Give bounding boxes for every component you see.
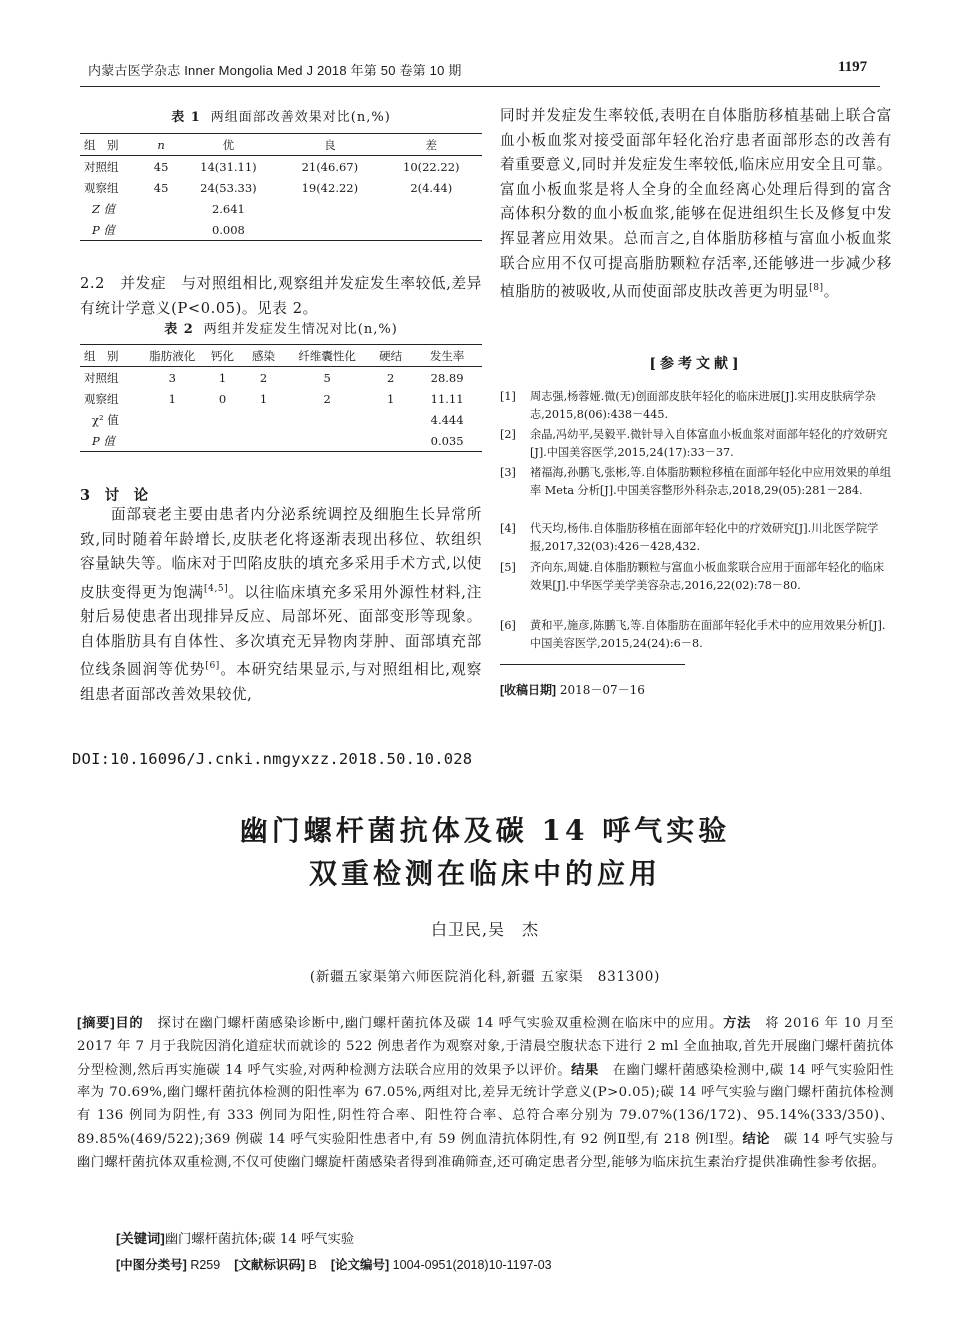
- table1-header-cell: 优: [178, 134, 279, 156]
- table-cell: 2: [259, 370, 268, 385]
- reference-item: [500, 520, 892, 555]
- table-cell: [144, 198, 177, 219]
- table1-header-cell: 良: [279, 134, 380, 156]
- table2-header-cell: 感染: [242, 345, 285, 367]
- discussion-text: 面部衰老主要由患者内分泌系统调控及细胞生长异常所致,同时随着年龄增长,皮肤老化将逐渐表现出移位、软组织容量缺失等。临床对于凹陷皮肤的填充多采用手术方式,以使皮肤变得更为饱满: [80, 506, 482, 601]
- discussion-paragraph-left: [80, 503, 482, 707]
- objective-text: 探讨在幽门螺杆菌感染诊断中,幽门螺杆菌抗体及碳 14 呼气实验双重检测在临床中的应用。: [143, 1016, 724, 1031]
- table-cell: 2(4.44): [410, 180, 453, 195]
- reference-number: [4]: [500, 522, 516, 535]
- table2-header-cell: 发生率: [412, 345, 482, 367]
- table-cell: [203, 409, 242, 430]
- affiliation: (新疆五家渠第六师医院消化科,新疆 五家渠 831300): [309, 969, 661, 985]
- reference-text: 黄和平,施彦,陈鹏飞,等.自体脂肪在面部年轻化手术中的应用效果分析[J].中国美容医学,2015,24(24):6－8.: [530, 619, 886, 650]
- table-cell: [369, 409, 412, 430]
- references-heading: [参考文献]: [649, 356, 743, 372]
- table-row: [80, 156, 482, 178]
- reference-item: [500, 426, 892, 461]
- reference-number: [6]: [500, 619, 516, 632]
- reference-text: 褚福海,孙鹏飞,张彬,等.自体脂肪颗粒移植在面部年轻化中应用效果的单组率 Meta 分析[J].中国美容整形外科杂志,2018,29(05):281－284.: [530, 466, 892, 497]
- table1-title: 两组面部改善效果对比(n,%): [210, 110, 391, 125]
- table2-label: 表 2: [164, 322, 194, 337]
- classification-line: [116, 1255, 552, 1273]
- article-title-line2: 双重检测在临床中的应用: [308, 857, 661, 890]
- article-title-line1: 幽门螺杆菌抗体及碳 14 呼气实验: [239, 814, 731, 847]
- discussion-text: 。本研究结果显示,与对照组相比,观察组患者面部改善效果较优,: [80, 661, 482, 703]
- table2-header-cell: 硬结: [369, 345, 412, 367]
- table-cell: 1: [387, 391, 395, 406]
- table-cell: 对照组: [84, 370, 119, 385]
- table-cell: [203, 430, 242, 452]
- table-row: [80, 430, 482, 452]
- table-cell: P 值: [80, 430, 142, 452]
- table2-header-cell: 钙化: [203, 345, 242, 367]
- table2-title: 两组并发症发生情况对比(n,%): [203, 322, 398, 337]
- table-cell: 观察组: [84, 180, 119, 195]
- table-cell: 3: [168, 370, 176, 385]
- reference-number: [3]: [500, 466, 516, 479]
- article-no-value: 1004-0951(2018)10-1197-03: [392, 1258, 552, 1272]
- table2-header-cell: 纤维囊性化: [285, 345, 369, 367]
- discussion-text: 。以往临床填充多采用外源性材料,注射后易使患者出现排异反应、局部坏死、面部变形等现象。自体脂肪具有自体性、多次填充无异物肉芽肿、面部填充部位线条圆润等优势: [80, 583, 482, 679]
- table-cell: 对照组: [84, 159, 119, 174]
- table-cell: 11.11: [430, 391, 464, 406]
- table-cell: 0: [218, 391, 227, 406]
- table-row: [80, 198, 482, 219]
- table-row: [80, 409, 482, 430]
- clc-value: R259: [190, 1258, 221, 1272]
- discussion-text: 同时并发症发生率较低,表明在自体脂肪移植基础上联合富血小板血浆对接受面部年轻化治疗患者面部形态的改善有着重要意义,同时并发症发生率较低,临床应用安全且可靠。富血小板血浆是将人全身的全血经离心处理后得到的富含高体积分数的血小板血浆,能够在促进组织生长及修复中发挥显著应用效果。总而言之,自体脂肪移植与富血小板血浆联合应用不仅可提高脂肪颗粒存活率,还能够进一步减少移植脂肪的被吸收,从而使面部皮肤改善更为明显: [500, 107, 892, 301]
- reference-number: [5]: [500, 561, 516, 574]
- reference-text: 齐向东,周婕.自体脂肪颗粒与富血小板血浆联合应用于面部年轻化的临床效果[J].中华医学美学美容杂志,2016,22(02):78－80.: [530, 561, 884, 592]
- table-cell: Z 值: [92, 201, 116, 216]
- conclusion-label: 结论: [742, 1130, 771, 1146]
- reference-item: [500, 464, 892, 499]
- header-rule: [80, 86, 880, 87]
- table-cell: 21(46.67): [301, 159, 359, 174]
- results-text: 在幽门螺杆菌感染检测中,碳 14 呼气实验阳性率为 70.69%,幽门螺杆菌抗体检测的阳性率为 67.05%,两组对比,差异无统计学意义(P>0.05);碳 14 呼气实验与幽门螺杆菌抗体检测有 136 例同为阴性,有 333 例同为阳性,阴性符合率、阳性符合率、总符合率分别为 79.07%(136/172)、95.14%(333/350)、89.85%(469/522);369 例碳 14 呼气实验阳性患者中,有 59 例血清抗体阴性,有 92 例Ⅱ型,有 218 例Ⅰ型。: [77, 1062, 894, 1147]
- table-row: [80, 367, 482, 389]
- reference-item: [500, 388, 892, 423]
- received-date: [500, 681, 645, 698]
- running-header: 内蒙古医学杂志 Inner Mongolia Med J 2018 年第 50 卷第 10 期: [88, 63, 462, 78]
- table1-header-cell: 差: [381, 134, 482, 156]
- citation: [6]: [205, 661, 220, 672]
- table-cell: 0.008: [178, 219, 279, 241]
- table-cell: 0.035: [412, 430, 482, 452]
- table-cell: 2.641: [211, 201, 245, 216]
- keywords-text: 幽门螺杆菌抗体;碳 14 呼气实验: [164, 1232, 355, 1247]
- table-row: [80, 219, 482, 241]
- article-no-label: [论文编号]: [330, 1258, 390, 1272]
- citation: [8]: [809, 283, 824, 294]
- table-cell: 2: [387, 370, 395, 385]
- table1-header-cell: 组 别: [80, 134, 144, 156]
- keywords-label: [关键词]: [116, 1231, 165, 1246]
- table2-header-row: [80, 345, 482, 367]
- keywords: [116, 1228, 354, 1247]
- table-cell: [279, 198, 380, 219]
- reference-item: [500, 617, 892, 652]
- reference-number: [1]: [500, 390, 516, 403]
- doi: DOI:10.16096/J.cnki.nmgyxzz.2018.50.10.028: [72, 750, 473, 768]
- table-cell: [381, 219, 482, 241]
- table-cell: [242, 430, 285, 452]
- page-number: 1197: [838, 59, 868, 75]
- abstract: [77, 1012, 894, 1175]
- table-row: [80, 388, 482, 409]
- reference-text: 余晶,冯幼平,吴毅平.微针导入自体富血小板血浆对面部年轻化的疗效研究[J].中国美容医学,2015,24(17):33－37.: [530, 428, 888, 459]
- table-cell: 1: [259, 391, 268, 406]
- table-row: [80, 177, 482, 198]
- table2-caption: [80, 318, 482, 337]
- table-cell: 45: [153, 180, 169, 195]
- citation: [4,5]: [204, 583, 229, 594]
- table-cell: 28.89: [430, 370, 464, 385]
- table-cell: χ² 值: [92, 412, 119, 427]
- table-cell: 14(31.11): [200, 159, 257, 174]
- section-2-2-paragraph: 2.2 并发症 与对照组相比,观察组并发症发生率较低,差异有统计学意义(P<0.05)。见表 2。: [80, 275, 482, 317]
- table2: [80, 344, 482, 452]
- table-cell: 24(53.33): [200, 180, 257, 195]
- clc-label: [中图分类号]: [116, 1258, 187, 1272]
- table-cell: [142, 430, 204, 452]
- table-cell: P 值: [80, 219, 144, 241]
- objective-label: 目的: [115, 1015, 144, 1030]
- results-label: 结果: [571, 1061, 599, 1077]
- reference-item: [500, 559, 892, 594]
- discussion-paragraph-right: [500, 104, 892, 305]
- table1-header-row: [80, 134, 482, 156]
- table-cell: 观察组: [84, 391, 119, 406]
- table-cell: 19(42.22): [301, 180, 359, 195]
- received-label: [收稿日期]: [500, 683, 556, 697]
- references-end-rule: [500, 664, 685, 665]
- table1-caption: [80, 106, 482, 125]
- table-cell: 1: [168, 391, 176, 406]
- table-cell: [142, 409, 204, 430]
- table-cell: 4.444: [430, 412, 464, 427]
- discussion-text: 。: [823, 283, 839, 301]
- table2-header-cell: 脂肪液化: [142, 345, 204, 367]
- discussion-heading: 3 讨 论: [80, 487, 149, 504]
- table1-header-cell: n: [144, 134, 177, 156]
- reference-number: [2]: [500, 428, 516, 441]
- table-cell: [381, 198, 482, 219]
- table-cell: [279, 219, 380, 241]
- authors: 白卫民,吴 杰: [430, 920, 540, 939]
- reference-text: 周志强,杨蓉娅.微(无)创面部皮肤年轻化的临床进展[J].实用皮肤病学杂志,2015,8(06):438－445.: [530, 390, 876, 421]
- table-cell: [144, 219, 177, 241]
- table-cell: 10(22.22): [403, 159, 460, 174]
- table-cell: [285, 430, 369, 452]
- table1: [80, 133, 482, 241]
- table-cell: 5: [323, 370, 331, 385]
- abstract-label: [摘要]: [77, 1015, 116, 1030]
- table-cell: 2: [323, 391, 331, 406]
- table-cell: 45: [153, 159, 169, 174]
- reference-text: 代天均,杨伟.自体脂肪移植在面部年轻化中的疗效研究[J].川北医学院学报,2017,32(03):426－428,432.: [530, 522, 879, 553]
- conclusion-text: 碳 14 呼气实验与幽门螺杆菌抗体双重检测,不仅可使幽门螺旋杆菌感染者得到准确筛查,还可确定患者分型,能够为临床抗生素治疗提供准确性参考依据。: [77, 1131, 894, 1170]
- table-cell: [369, 430, 412, 452]
- methods-label: 方法: [723, 1015, 752, 1030]
- table-cell: [285, 409, 369, 430]
- doc-code-label: [文献标识码]: [234, 1258, 306, 1272]
- table-cell: 1: [218, 370, 227, 385]
- table-cell: [242, 409, 285, 430]
- table2-header-cell: 组 别: [80, 345, 142, 367]
- methods-text: 将 2016 年 10 月至 2017 年 7 月于我院因消化道症状而就诊的 522 例患者作为观察对象,于清晨空腹状态下进行 2 ml 全血抽取,首先开展幽门螺杆菌抗体分型检测,然后再实施碳 14 呼气实验,对两种检测方法联合应用的效果予以评价。: [77, 1016, 894, 1078]
- doc-code-value: B: [308, 1258, 317, 1272]
- received-value: 2018－07－16: [559, 683, 645, 697]
- table1-label: 表 1: [171, 110, 201, 125]
